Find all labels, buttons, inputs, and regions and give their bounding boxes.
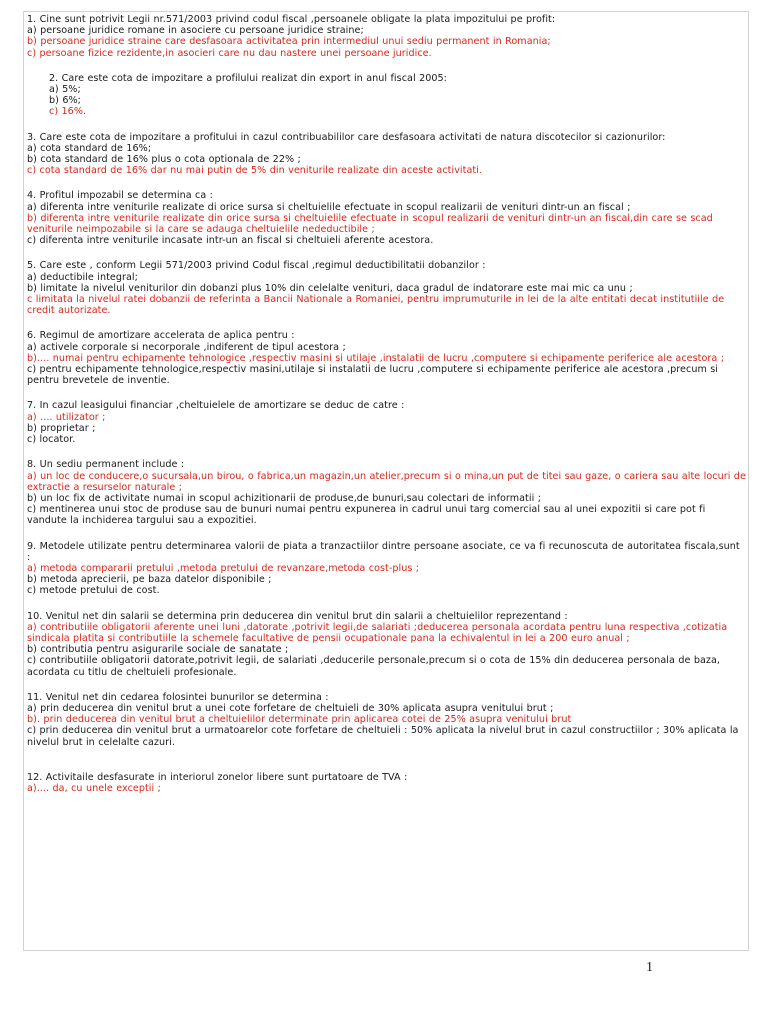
answer-option: a) cota standard de 16%; xyxy=(27,142,152,154)
question-10 xyxy=(27,611,746,678)
answer-option: b) contributia pentru asigurarile sociale de sanatate ; xyxy=(27,644,289,656)
question-text: 5. Care este , conform Legii 571/2003 privind Codul fiscal ,regimul deductibilitatii dobanzilor : xyxy=(27,260,486,272)
answer-option: a) activele corporale si necorporale ,indiferent de tipul acestora ; xyxy=(27,341,346,353)
answer-option: c) locator. xyxy=(27,434,76,446)
question-text: 8. Un sediu permanent include : xyxy=(27,459,185,471)
question-7 xyxy=(27,400,746,445)
question-text: 1. Cine sunt potrivit Legii nr.571/2003 privind codul fiscal ,persoanele obligate la plata impozitului pe profit: xyxy=(27,14,556,25)
answer-option: a) diferenta intre veniturile realizate di orice sursa si cheltuielile efectuate in scopul realizarii de venituri dintr-un an fiscal ; xyxy=(27,201,631,213)
question-text: 6. Regimul de amortizare accelerata de aplica pentru : xyxy=(27,330,295,342)
answer-option: a) prin deducerea din venitul brut a unei cote forfetare de cheltuieli de 30% aplicata asupra venitului brut ; xyxy=(27,702,554,714)
correct-answer: a) metoda compararii pretului ,metoda pretului de revanzare,metoda cost-plus ; xyxy=(27,562,420,574)
correct-answer: c) 16%. xyxy=(49,106,87,118)
questions-frame xyxy=(23,11,749,951)
answer-option: a) persoane juridice romane in asociere cu persoane juridice straine; xyxy=(27,25,364,37)
question-6 xyxy=(27,330,746,386)
answer-option: b) proprietar ; xyxy=(27,422,96,434)
question-text: 2. Care este cota de impozitare a profilului realizat din export in anul fiscal 2005: xyxy=(49,72,447,84)
question-11 xyxy=(27,692,746,748)
correct-answer: b).... numai pentru echipamente tehnologice ,respectiv masini si utilaje ,instalatii de lucru ,computere si echipamente periferice ale acestora ; xyxy=(27,352,725,364)
correct-answer: a) contributiile obligatorii aferente unei luni ,datorate ,potrivit legii,de salariati ;deducerea personala acordata pentru luna respectiva ,cotizatia sindicala platita si contributiile la schemele facultative de pensii ocupationale pana la echivalentul in lei a 200 euro anual ; xyxy=(27,621,728,644)
question-9 xyxy=(27,541,746,597)
question-text: 4. Profitul impozabil se determina ca : xyxy=(27,190,213,202)
answer-option: c) prin deducerea din venitul brut a urmatoarelor cote forfetare de cheltuieli : 50% aplicata la nivelul brut in cazul constructiilor ; 30% aplicata la nivelul brut in celelalte cazuri. xyxy=(27,725,739,748)
correct-answer: c limitata la nivelul ratei dobanzii de referinta a Bancii Nationale a Romaniei, pentru imprumuturile in lei de la alte entitati decat institutiile de credit autorizate. xyxy=(27,294,725,317)
question-3 xyxy=(27,132,746,177)
answer-option: b) metoda aprecierii, pe baza datelor disponibile ; xyxy=(27,574,272,586)
question-list xyxy=(27,14,746,794)
correct-answer: b) diferenta intre veniturile realizate din orice sursa si cheltuielile efectuate in scopul realizarii de venituri dintr-un an fiscal,din care se scad veniturile neimpozabile si la care se adauga cheltuielile nedeductibile ; xyxy=(27,212,713,236)
question-text: 3. Care este cota de impozitare a profitului in cazul contribuabililor care desfasoara activitati de natura discotecilor si cazionurilor: xyxy=(27,131,666,143)
answer-option: b) un loc fix de activitate numai in scopul achizitionarii de produse,de bunuri,sau colectari de informatii ; xyxy=(27,492,541,504)
answer-option: c) mentinerea unui stoc de produse sau de bunuri numai pentru expunerea in cadrul unui targ comercial sau al unei expozitii si care pot fi vandute la inchiderea targului sau a expozitiei. xyxy=(27,504,706,527)
answer-option: b) 6%; xyxy=(49,95,81,107)
question-8 xyxy=(27,459,746,526)
correct-answer: c) persoane fizice rezidente,in asocieri care nu dau nastere unei persoane juridice. xyxy=(27,47,432,59)
answer-option: b) cota standard de 16% plus o cota optionala de 22% ; xyxy=(27,154,301,166)
answer-option: c) diferenta intre veniturile incasate intr-un an fiscal si cheltuieli aferente acestora. xyxy=(27,235,434,247)
question-4 xyxy=(27,190,746,246)
correct-answer: b). prin deducerea din venitul brut a cheltuielilor determinate prin aplicarea cotei de 25% asupra venitului brut xyxy=(27,714,572,726)
correct-answer: c) cota standard de 16% dar nu mai putin de 5% din veniturile realizate din aceste activitati. xyxy=(27,165,483,177)
question-text: 12. Activitaile desfasurate in interiorul zonelor libere sunt purtatoare de TVA : xyxy=(27,771,408,783)
answer-option: b) limitate la nivelul veniturilor din dobanzi plus 10% din celelalte venituri, daca gradul de indatorare este mai mic ca unu ; xyxy=(27,282,633,294)
answer-option: c) metode pretului de cost. xyxy=(27,585,160,597)
question-text: 11. Venitul net din cedarea folosintei bunurilor se determina : xyxy=(27,691,329,703)
answer-option: c) pentru echipamente tehnologice,respectiv masini,utilaje si instalatii de lucru ,computere si echipamente periferice ale acestora ,precum si pentru brevetele de inventie. xyxy=(27,364,719,387)
correct-answer: a) un loc de conducere,o sucursala,un birou, o fabrica,un magazin,un atelier,precum si o mina,un put de titei sau gaze, o cariera sau alte locuri de extractie a resurselor naturale ; xyxy=(27,470,746,493)
page-number: 1 xyxy=(646,960,653,975)
correct-answer: b) persoane juridice straine care desfasoara activitatea prin intermediul unui sediu permanent in Romania; xyxy=(27,36,551,48)
question-12 xyxy=(27,772,746,794)
correct-answer: a).... da, cu unele exceptii ; xyxy=(27,782,161,794)
question-text: 10. Venitul net din salarii se determina prin deducerea din venitul brut din salarii a cheltuielilor reprezentand : xyxy=(27,610,568,622)
correct-answer: a) .... utilizator ; xyxy=(27,411,106,423)
question-text: 7. In cazul leasigului financiar ,cheltuielele de amortizare se deduc de catre : xyxy=(27,400,405,412)
answer-option: a) 5%; xyxy=(49,84,81,96)
question-2 xyxy=(49,73,746,118)
answer-option: c) contributiile obligatorii datorate,potrivit legii, de salariati ,deducerile personale,precum si o cota de 15% din deducerea personala de baza, acordata cu titlu de cheltuieli profesionale. xyxy=(27,655,721,678)
answer-option: a) deductibile integral; xyxy=(27,271,138,283)
question-text: 9. Metodele utilizate pentru determinarea valorii de piata a tranzactiilor dintre persoane asociate, ce va fi recunoscuta de autoritatea fiscala,sunt : xyxy=(27,540,740,563)
question-1 xyxy=(27,14,746,59)
question-5 xyxy=(27,260,746,316)
